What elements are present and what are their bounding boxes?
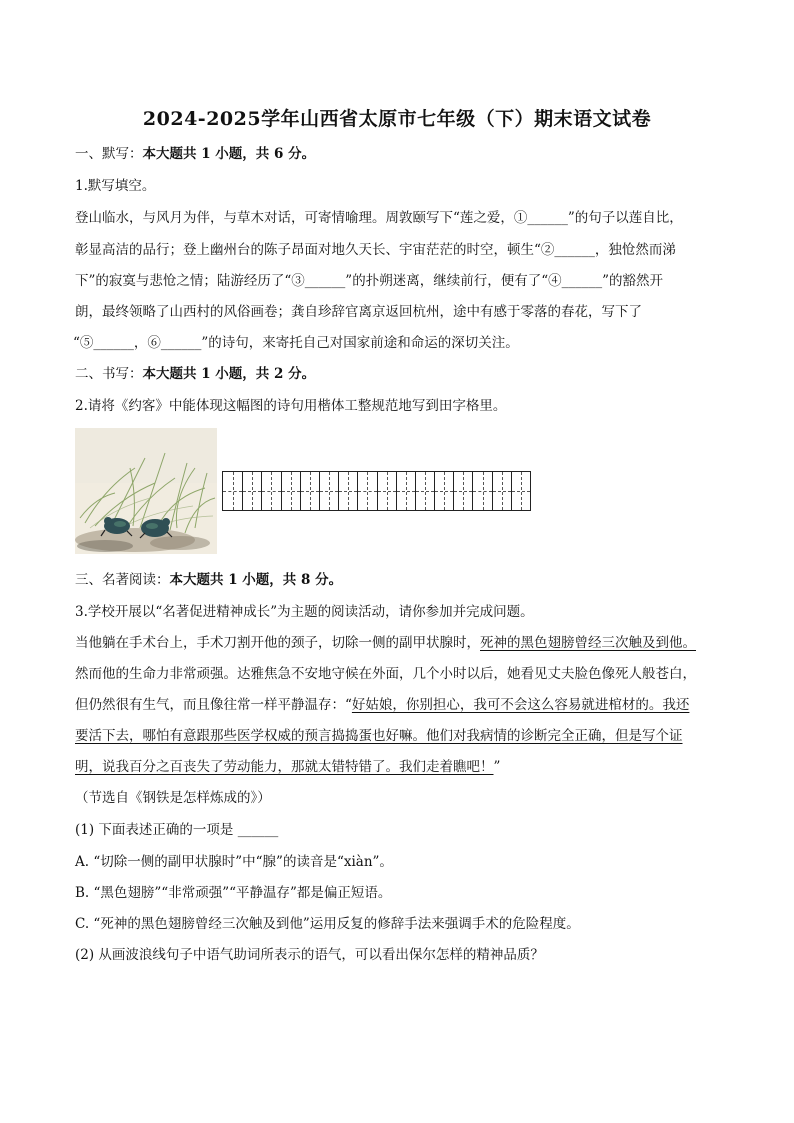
wavy-sentence: 明，说我百分之百丧失了劳动能力，那就太错特错了。我们走着瞧吧！ <box>75 759 494 775</box>
wavy-sentence: 要活下去，哪怕有意跟那些医学权威的预言捣捣蛋也好嘛。他们对我病情的诊断完全正确，但是写个证 <box>75 728 683 744</box>
grid-cell[interactable] <box>338 472 357 510</box>
grid-cell[interactable] <box>319 472 338 510</box>
q2-stem: 2.请将《约客》中能体现这幅图的诗句用楷体工整规范地写到田字格里。 <box>75 398 507 414</box>
q1-line-5: “⑤______，⑥______”的诗句，来寄托自己对国家前途和命运的深切关注。 <box>73 335 519 351</box>
wavy-sentence: 好姑娘，你别担心，我可不会这么容易就进棺材的。我还 <box>351 697 690 713</box>
frog-painting <box>75 428 217 554</box>
passage-text: ” <box>493 759 501 775</box>
grid-cell[interactable] <box>281 472 300 510</box>
frog-painting-image <box>75 428 217 554</box>
passage-line-1 <box>75 633 725 653</box>
grid-cell[interactable] <box>261 472 280 510</box>
q3-sub-2: (2) 从画波浪线句子中语气助词所表示的语气，可以看出保尔怎样的精神品质？ <box>75 947 544 963</box>
option-b: B. “黑色翅膀”“非常顽强”“平静温存”都是偏正短语。 <box>75 885 392 901</box>
q1-line-3: 下”的寂寞与悲怆之情；陆游经历了“③______”的扑朔迷离，继续前行，便有了“④______”的豁然开 <box>75 273 664 289</box>
option-a: A. “切除一侧的副甲状腺时”中“腺”的读音是“xiàn”。 <box>75 854 393 870</box>
grid-cell[interactable] <box>396 472 415 510</box>
q3-stem: 3.学校开展以“名著促进精神成长”为主题的阅读活动，请你参加并完成问题。 <box>75 604 534 620</box>
grid-cell[interactable] <box>377 472 396 510</box>
passage-line-4 <box>75 726 725 746</box>
grid-cell[interactable] <box>511 472 530 510</box>
q1-line-2: 彰显高洁的品行；登上幽州台的陈子昂面对地久天长、宇宙茫茫的时空，顿生“②______，独怆然而涕 <box>75 242 676 258</box>
page-title: 2024-2025学年山西省太原市七年级（下）期末语文试卷 <box>142 108 652 130</box>
grid-cell[interactable] <box>472 472 491 510</box>
grid-cell[interactable] <box>300 472 319 510</box>
passage-line-3 <box>75 695 725 715</box>
section-3-head: 三、名著阅读： <box>75 572 170 588</box>
grid-cell[interactable] <box>223 472 242 510</box>
grid-cell[interactable] <box>357 472 376 510</box>
passage-text: 但仍然很有生气，而且像往常一样平静温存：“ <box>75 697 352 713</box>
option-c: C. “死神的黑色翅膀曾经三次触及到他”运用反复的修辞手法来强调手术的危险程度。 <box>75 916 580 932</box>
passage-text: 当他躺在手术台上，手术刀割开他的颈子，切除一侧的副甲状腺时， <box>75 635 480 651</box>
grid-cell[interactable] <box>242 472 261 510</box>
grid-cell[interactable] <box>415 472 434 510</box>
section-2-head: 二、书写： <box>75 366 143 382</box>
grid-cell[interactable] <box>492 472 511 510</box>
q1-line-4: 朗，最终领略了山西村的风俗画卷；龚自珍辞官离京返回杭州，途中有感于零落的春花，写下了 <box>75 304 642 320</box>
passage-source: （节选自《钢铁是怎样炼成的》） <box>75 790 271 806</box>
q1-stem: 1.默写填空。 <box>75 178 156 194</box>
underlined-sentence: 死神的黑色翅膀曾经三次触及到他。 <box>480 635 696 651</box>
section-2-heading <box>75 364 725 384</box>
section-2-desc: 本大题共 1 小题，共 2 分。 <box>142 366 316 382</box>
q1-line-1: 登山临水，与风月为伴，与草木对话，可寄情喻理。周敦颐写下“莲之爱，①______”的句子以莲自比， <box>75 210 683 226</box>
section-3-heading <box>75 570 725 590</box>
section-1-desc: 本大题共 1 小题，共 6 分。 <box>142 146 316 162</box>
grid-cell[interactable] <box>453 472 472 510</box>
passage-line-2: 然而他的生命力非常顽强。达雅焦急不安地守候在外面，几个小时以后，她看见丈夫脸色像死人般苍白， <box>75 666 696 682</box>
section-1-head: 一、默写： <box>75 146 143 162</box>
grid-cell[interactable] <box>434 472 453 510</box>
tianzi-grid[interactable] <box>222 471 531 511</box>
section-3-desc: 本大题共 1 小题，共 8 分。 <box>169 572 343 588</box>
passage-line-5 <box>75 757 725 777</box>
section-1-heading <box>75 144 725 164</box>
q3-sub-1: (1) 下面表述正确的一项是 ______ <box>75 822 279 838</box>
